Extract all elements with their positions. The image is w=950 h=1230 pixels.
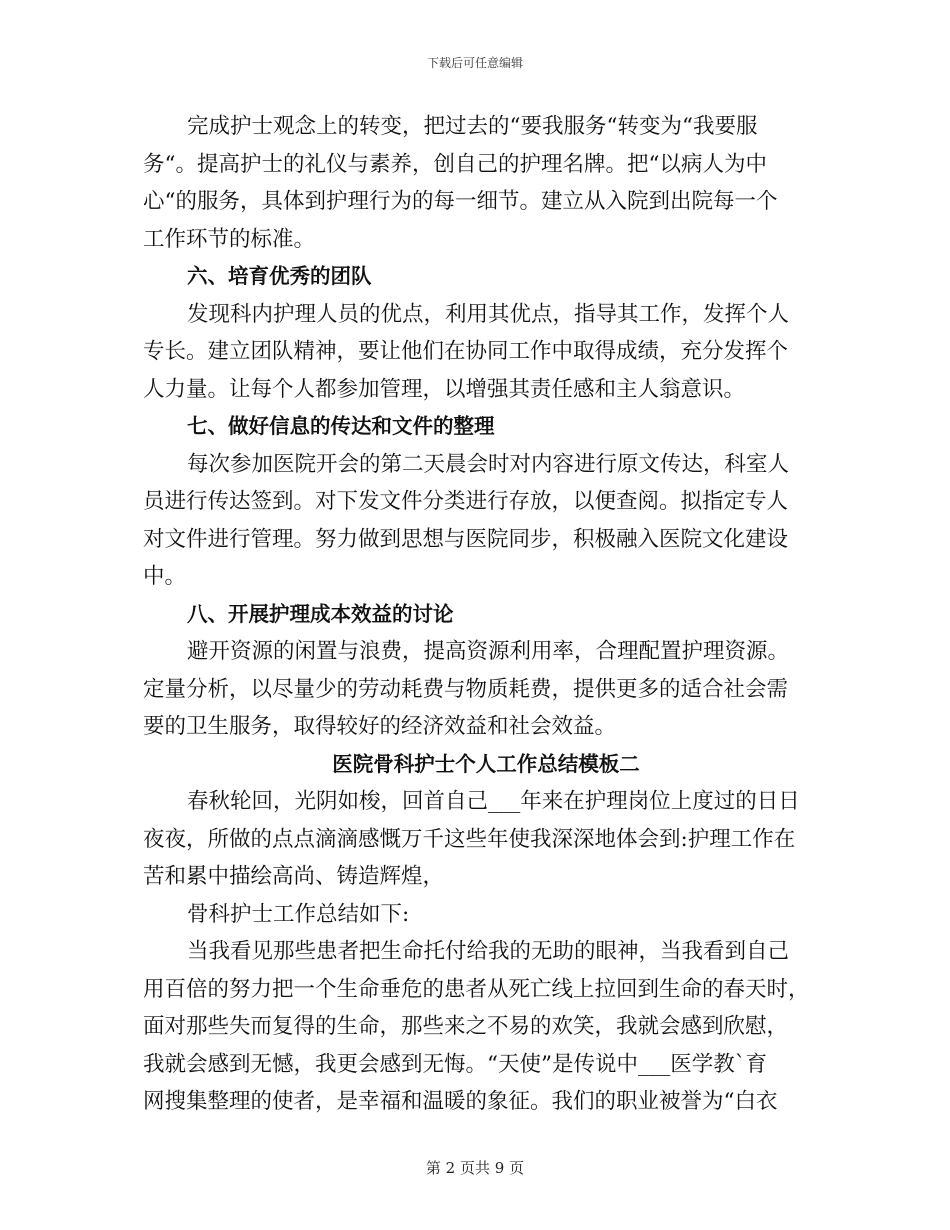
paragraph-line: 对文件进行管理。努力做到思想与医院同步，积极融入医院文化建设 [143, 526, 789, 552]
paragraph-line: 定量分析，以尽量少的劳动耗费与物质耗费，提供更多的适合社会需 [143, 676, 789, 702]
paragraph-line: 发现科内护理人员的优点，利用其优点，指导其工作，发挥个人 [187, 301, 790, 327]
document-title: 医院骨科护士个人工作总结模板二 [332, 751, 640, 776]
paragraph-line: 面对那些失而复得的生命，那些来之不易的欢笑，我就会感到欣慰， [143, 1014, 789, 1039]
paragraph-line: 避开资源的闲置与浪费，提高资源利用率，合理配置护理资源。 [187, 639, 790, 664]
paragraph-line: 当我看见那些患者把生命托付给我的无助的眼神，当我看到自己 [187, 939, 790, 964]
paragraph-line: 骨科护士工作总结如下: [187, 901, 410, 927]
paragraph-line: 用百倍的努力把一个生命垂危的患者从死亡线上拉回到生命的春天时， [143, 976, 810, 1002]
paragraph-line: 心“的服务，具体到护理行为的每一细节。建立从入院到出院每一个 [143, 189, 778, 214]
paragraph-line: 人力量。让每个人都参加管理，以增强其责任感和主人翁意识。 [143, 376, 746, 402]
paragraph-line: 工作环节的标准。 [143, 226, 316, 252]
section-heading: 八、开展护理成本效益的讨论 [187, 601, 454, 626]
paragraph-line: 夜夜，所做的点点滴滴感慨万千这些年使我深深地体会到:护理工作在 [143, 826, 796, 852]
paragraph-line: 每次参加医院开会的第二天晨会时对内容进行原文传达，科室人 [187, 451, 790, 477]
paragraph-line: 苦和累中描绘高尚、铸造辉煌， [143, 864, 445, 889]
paragraph-line: 员进行传达签到。对下发文件分类进行存放，以便查阅。拟指定专人 [143, 489, 789, 514]
section-heading: 七、做好信息的传达和文件的整理 [187, 414, 495, 438]
page-header: 下载后可任意编辑 [426, 56, 523, 70]
paragraph-line: 专长。建立团队精神，要让他们在协同工作中取得成绩，充分发挥个 [143, 339, 789, 364]
paragraph-line: 我就会感到无憾，我更会感到无悔。“天使”是传说中___医学教`育 [143, 1051, 767, 1077]
paragraph-line: 要的卫生服务，取得较好的经济效益和社会效益。 [143, 714, 617, 739]
paragraph-line: 务“。提高护士的礼仪与素养，创自己的护理名牌。把“以病人为中 [143, 151, 767, 177]
paragraph-line: 春秋轮回，光阴如梭，回首自己___年来在护理岗位上度过的日日 [187, 789, 800, 814]
paragraph-line: 完成护士观念上的转变，把过去的“要我服务“转变为“我要服 [187, 114, 758, 139]
paragraph-line: 中。 [143, 564, 187, 589]
section-heading: 六、培育优秀的团队 [187, 264, 372, 288]
paragraph-line: 网搜集整理的使者，是幸福和温暖的象征。我们的职业被誉为“白衣 [143, 1089, 778, 1114]
document-body [143, 108, 810, 1121]
page-footer: 第 2 页共 9 页 [425, 1159, 525, 1177]
